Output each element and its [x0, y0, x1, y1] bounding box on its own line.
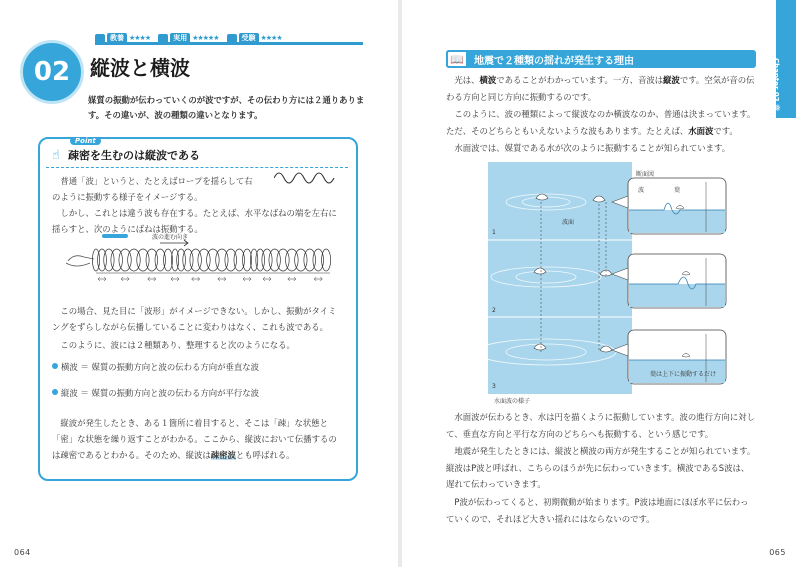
oscillation-arrows — [98, 277, 322, 281]
oscillation-arrow — [263, 277, 271, 281]
paragraph-no-waveform: この場合、見た目に「波形」がイメージできない。しかし、振動がタイミングをずらしながら伝播していることに変わりはなく、これも波である。 — [52, 306, 337, 332]
bullet-dot-icon — [52, 389, 58, 395]
text-run: 光は、 — [454, 75, 480, 85]
oscillation-arrow — [98, 277, 106, 281]
spring-coil — [304, 249, 316, 271]
transverse-wave-illustration — [274, 168, 336, 188]
label-leaf-note: 葉は上下に振動するだけ — [650, 371, 717, 378]
rating-stars: ★★★★★ — [192, 34, 219, 42]
text-run: 縦波が発生したとき、ある１箇所に着目すると、そこは「疎」な状態と「密」な状態を繰り返すことがわかる。ここから、縦波において伝播するのは疎密であるとわかる。そのため、縦波は — [52, 418, 337, 460]
text-run: であることがわかっています。一方、音波は — [496, 75, 664, 85]
right-page — [402, 0, 800, 567]
paragraph-two-types: このように、波には２種類あり、整理すると次のようになる。 — [60, 340, 295, 350]
paragraph-surface-wave — [446, 106, 756, 139]
section-heading — [446, 50, 756, 68]
open-book-icon: 📖 — [446, 50, 468, 68]
header-stripe — [95, 42, 363, 45]
oscillation-arrow — [148, 277, 156, 281]
point-box — [38, 137, 358, 481]
hand-outline — [66, 263, 90, 266]
paragraph-earthquake: 地震が発生したときには、縦波と横波の両方が発生することが知られています。縦波はP波と呼ばれ、こちらのほうが先に伝わっていきます。横波であるS波は、遅れて伝わっていきます。 — [446, 446, 756, 490]
section-number: 02 — [20, 40, 84, 104]
spring-coil — [146, 249, 158, 271]
spring-coil — [225, 249, 237, 271]
rating-label: 実用 — [170, 33, 190, 43]
oscillation-arrow — [171, 277, 179, 281]
chapter-tab-label: Chapter 02 音 — [772, 58, 780, 112]
bullet-text: 縦波 ＝ 媒質の振動方向と波の伝わる方向が平行な波 — [61, 388, 259, 398]
paragraph-circular-motion: 水面波が伝わるとき、水は円を描くように振動しています。波の進行方向に対して、垂直な方向と平行な方向のどちらへも振動する、という感じです。 — [446, 412, 755, 439]
label-wave: 波 — [638, 187, 645, 194]
spring-coils — [92, 249, 330, 271]
spring-coil — [137, 249, 149, 271]
bullet-longitudinal — [52, 387, 259, 399]
emphasis-term: 縦波 — [663, 75, 680, 85]
cross-section-panel-2 — [612, 254, 726, 308]
panel-number-3: 3 — [492, 383, 496, 390]
rating-stars: ★★★★ — [260, 34, 282, 42]
paragraph-compression — [52, 415, 342, 463]
text-run: です。空気が音の伝わる方向と同じ方向に振動するのです。 — [446, 75, 755, 102]
paragraph-p-wave: P波が伝わってくると、初期微動が始まります。P波は地面にほぼ水平に伝わっていくので、それほど大きい揺れにはならないのです。 — [446, 497, 749, 524]
motion-arrow-bar — [102, 234, 128, 238]
point-badge: Point — [70, 137, 101, 145]
chapter-tab — [772, 0, 796, 118]
emphasis-term: 横波 — [479, 75, 497, 85]
paragraph-water-vibration: 水面波では、媒質である水が次のように振動することが知られています。 — [454, 143, 731, 153]
spring-coil — [322, 249, 331, 271]
oscillation-arrow — [288, 277, 296, 281]
rating-stars: ★★★★ — [129, 34, 151, 42]
cross-section-panel-3 — [612, 330, 726, 384]
text-line: のように振動する様子をイメージする。 — [52, 192, 203, 202]
spring-direction-label: 波の進む向き — [152, 234, 189, 241]
spring-coil — [234, 249, 245, 271]
paragraph-spring: しかし、これとは違う波も存在する。たとえば、水平なばねの端を左右に揺らすと、次のようにばねは振動する。 — [52, 208, 337, 234]
bullet-text: 横波 ＝ 媒質の振動方向と波の伝わる方向が垂直な波 — [61, 362, 259, 372]
label-wave-surface: 波面 — [562, 219, 575, 226]
text-line: 普通「波」というと、たとえばロープを揺らして右 — [60, 176, 253, 186]
bullet-dot-icon — [52, 363, 58, 369]
section-heading-text: 地震で２種類の揺れが発生する理由 — [474, 55, 634, 67]
oscillation-arrow — [218, 277, 226, 281]
panel-number-2: 2 — [492, 307, 496, 314]
spring-illustration — [60, 227, 340, 287]
spring-coil — [313, 249, 324, 271]
water-wave-figure — [488, 162, 740, 394]
point-header — [46, 137, 200, 165]
paragraph-light-sound — [446, 72, 756, 105]
page-number-right: 065 — [769, 548, 786, 557]
highlight-term: 疎密波 — [210, 450, 236, 460]
page-number-left: 064 — [14, 548, 31, 557]
label-leaf: 葉 — [674, 187, 681, 194]
panel-number-1: 1 — [492, 229, 496, 236]
label-cross-section: 断面図 — [636, 171, 655, 178]
text-run: とも呼ばれる。 — [235, 450, 295, 460]
hand-icon — [68, 256, 94, 261]
oscillation-arrow — [243, 277, 251, 281]
bullet-transverse — [52, 361, 259, 373]
text-run: このように、波の種類によって縦波なのか横波なのか、普通は決まっています。ただ、そのどちらともいえないような波もあります。たとえば、 — [446, 109, 756, 136]
page-title: 縦波と横波 — [90, 56, 190, 80]
emphasis-term: 水面波 — [688, 125, 714, 136]
oscillation-arrow — [192, 277, 200, 281]
text-run: です。 — [713, 125, 738, 136]
oscillation-arrow — [314, 277, 322, 281]
rating-label: 教養 — [107, 33, 127, 43]
left-page — [0, 0, 398, 567]
intro-text: 媒質の振動が伝わっていくのが波ですが、その伝わり方には２通りあります。その違いが、波の種類の違いとなります。 — [88, 95, 365, 120]
point-heading: 疎密を生むのは縦波である — [68, 149, 200, 162]
rating-label: 受験 — [239, 33, 259, 43]
pointing-hand-icon: ☝ — [52, 147, 60, 163]
oscillation-arrow — [121, 277, 129, 281]
figure-caption: 水面波の様子 — [494, 398, 531, 405]
